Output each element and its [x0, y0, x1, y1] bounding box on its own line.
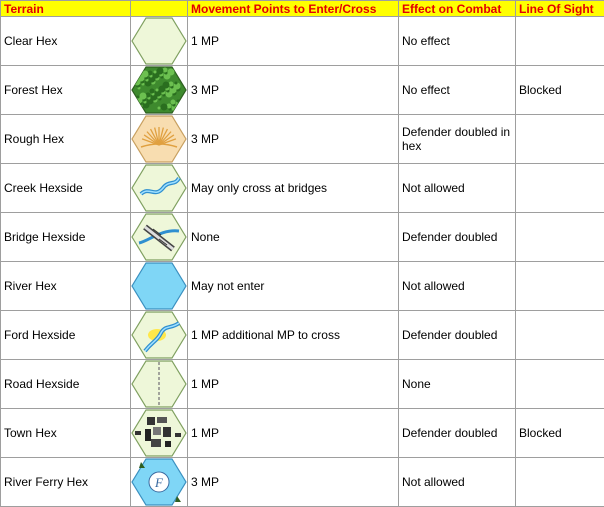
table-row — [1, 213, 604, 262]
header-terrain: Terrain — [1, 1, 131, 17]
combat-effect: Not allowed — [399, 458, 516, 507]
combat-effect: Defender doubled — [399, 311, 516, 360]
line-of-sight — [516, 17, 604, 66]
header-combat: Effect on Combat — [399, 1, 516, 17]
line-of-sight: Blocked — [516, 66, 604, 115]
combat-effect: No effect — [399, 17, 516, 66]
movement-points: 1 MP — [188, 17, 399, 66]
line-of-sight — [516, 115, 604, 164]
terrain-name: Town Hex — [1, 409, 131, 458]
terrain-icon-cell — [131, 17, 188, 66]
table-row — [1, 360, 604, 409]
movement-points: 1 MP additional MP to cross — [188, 311, 399, 360]
river-hex-icon — [131, 262, 187, 310]
svg-text:F: F — [154, 475, 164, 490]
terrain-name: Road Hexside — [1, 360, 131, 409]
table-row — [1, 115, 604, 164]
combat-effect: None — [399, 360, 516, 409]
table-row — [1, 262, 604, 311]
terrain-name: Ford Hexside — [1, 311, 131, 360]
river-ferry-hex-icon — [131, 458, 187, 506]
line-of-sight — [516, 213, 604, 262]
creek-hexside-icon — [131, 164, 187, 212]
rough-hex-icon — [131, 115, 187, 163]
clear-hex-icon — [131, 17, 187, 65]
terrain-name: River Hex — [1, 262, 131, 311]
terrain-icon-cell — [131, 262, 188, 311]
terrain-name: River Ferry Hex — [1, 458, 131, 507]
road-hexside-icon — [131, 360, 187, 408]
movement-points: 3 MP — [188, 115, 399, 164]
header-movement: Movement Points to Enter/Cross — [188, 1, 399, 17]
terrain-icon-cell — [131, 409, 188, 458]
header-los: Line Of Sight — [516, 1, 604, 17]
terrain-name: Creek Hexside — [1, 164, 131, 213]
movement-points: None — [188, 213, 399, 262]
movement-points: May not enter — [188, 262, 399, 311]
combat-effect: Not allowed — [399, 262, 516, 311]
movement-points: 1 MP — [188, 409, 399, 458]
table-row — [1, 311, 604, 360]
terrain-icon-cell — [131, 311, 188, 360]
terrain-icon-cell — [131, 115, 188, 164]
table-row — [1, 458, 604, 507]
combat-effect: Defender doubled — [399, 213, 516, 262]
line-of-sight — [516, 360, 604, 409]
table-row — [1, 409, 604, 458]
forest-hex-icon — [131, 66, 187, 114]
combat-effect: Defender doubled — [399, 409, 516, 458]
terrain-name: Clear Hex — [1, 17, 131, 66]
movement-points: May only cross at bridges — [188, 164, 399, 213]
combat-effect: Defender doubled in hex — [399, 115, 516, 164]
town-hex-icon — [131, 409, 187, 457]
combat-effect: Not allowed — [399, 164, 516, 213]
table-row — [1, 66, 604, 115]
terrain-icon-cell — [131, 213, 188, 262]
header-row — [1, 1, 604, 17]
table-row — [1, 17, 604, 66]
table-row — [1, 164, 604, 213]
terrain-icon-cell — [131, 164, 188, 213]
terrain-name: Rough Hex — [1, 115, 131, 164]
line-of-sight — [516, 458, 604, 507]
movement-points: 3 MP — [188, 66, 399, 115]
movement-points: 3 MP — [188, 458, 399, 507]
terrain-name: Bridge Hexside — [1, 213, 131, 262]
line-of-sight — [516, 164, 604, 213]
ford-hexside-icon — [131, 311, 187, 359]
terrain-icon-cell — [131, 360, 188, 409]
combat-effect: No effect — [399, 66, 516, 115]
line-of-sight — [516, 311, 604, 360]
terrain-icon-cell — [131, 66, 188, 115]
line-of-sight — [516, 262, 604, 311]
movement-points: 1 MP — [188, 360, 399, 409]
terrain-icon-cell — [131, 458, 188, 507]
line-of-sight: Blocked — [516, 409, 604, 458]
terrain-name: Forest Hex — [1, 66, 131, 115]
header-icon — [131, 1, 188, 17]
bridge-hexside-icon — [131, 213, 187, 261]
